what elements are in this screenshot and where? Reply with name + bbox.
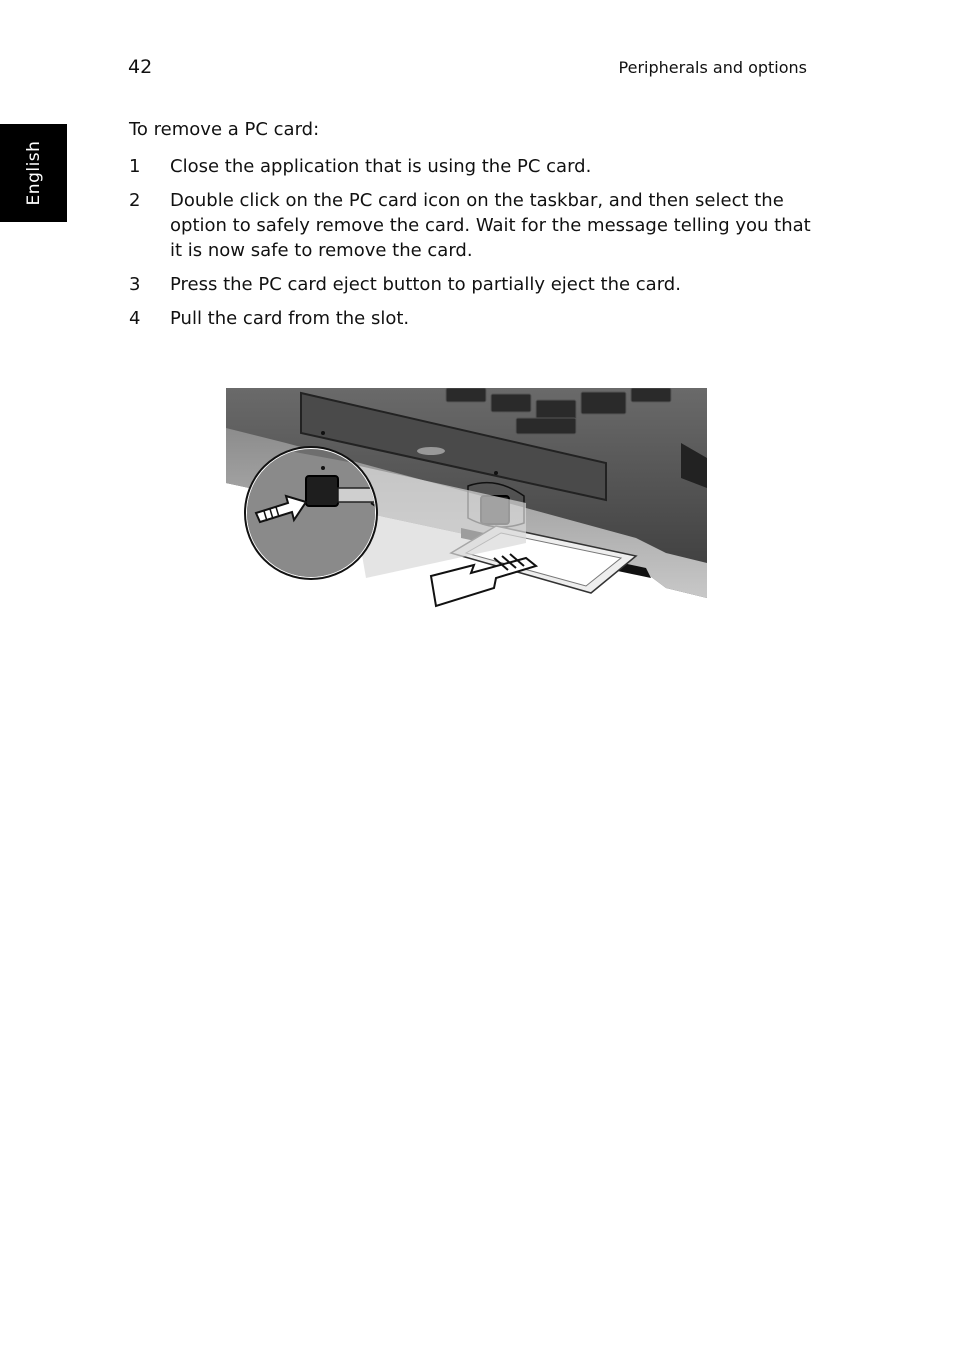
language-side-tab <box>0 124 67 222</box>
intro-text: To remove a PC card: <box>129 119 320 140</box>
step-number: 3 <box>129 274 141 295</box>
language-tab-label: English <box>23 140 44 206</box>
pc-card-removal-illustration <box>226 388 707 612</box>
page-number: 42 <box>128 56 153 78</box>
steps-list <box>129 154 819 340</box>
running-header: Peripherals and options <box>618 58 807 77</box>
step-text: Pull the card from the slot. <box>170 308 410 329</box>
list-item <box>129 272 819 297</box>
list-item <box>129 154 819 179</box>
step-text: Double click on the PC card icon on the taskbar, and then select the option to safely remove the card. Wait for the message telling you that it is now safe to remove the card. <box>170 190 811 261</box>
list-item <box>129 188 819 263</box>
step-number: 1 <box>129 156 141 177</box>
step-text: Press the PC card eject button to partially eject the card. <box>170 274 681 295</box>
step-number: 4 <box>129 308 141 329</box>
step-text: Close the application that is using the PC card. <box>170 156 592 177</box>
list-item <box>129 306 819 331</box>
step-number: 2 <box>129 190 141 211</box>
